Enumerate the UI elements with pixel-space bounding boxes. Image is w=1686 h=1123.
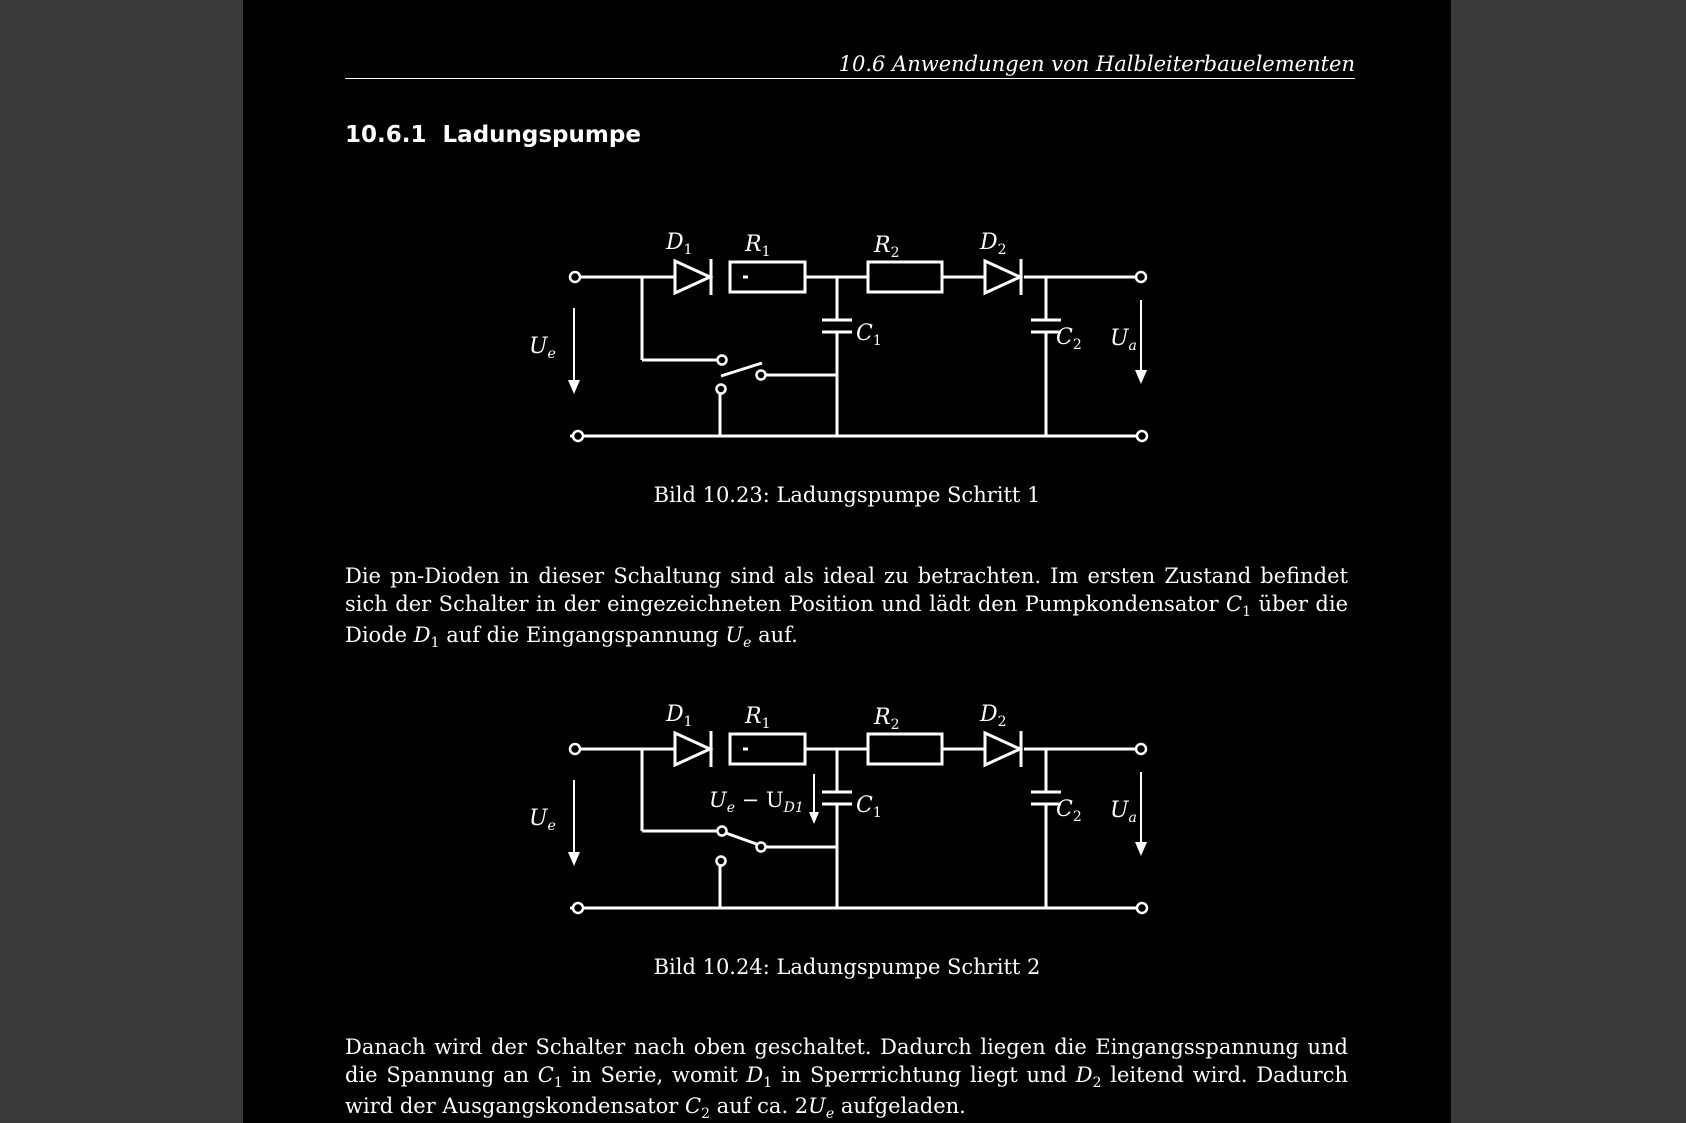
circuit-diagram-step-1 [243, 0, 1451, 470]
label-ua: $U_a$ [1110, 326, 1137, 354]
paragraph-2: Danach wird der Schalter nach oben geschaltet. Dadurch liegen die Eingangsspannung und die Spannung an $C_1$ in Serie, womit $D_1$ in Sperrrichtung liegt und $D_2$ leitend wird. Dadurch wird der Ausgangskondensator $C_2$ auf ca. $2U_e$ aufgeladen. [345, 1035, 1348, 1122]
label-c2: $C_2$ [1056, 797, 1082, 825]
label-r2: $R_2$ [874, 233, 900, 261]
diode-d2-shape [985, 261, 1020, 293]
label-c1: $C_1$ [856, 321, 882, 349]
label-capacitor-voltage: $U_e - U_{D1}$ [709, 788, 804, 816]
label-ue: $U_e$ [529, 806, 556, 834]
input-terminal-bottom [573, 431, 583, 441]
output-terminal-bottom [1137, 431, 1147, 441]
circuit-diagram-step-2 [243, 472, 1451, 942]
section-number: 10.6.1 [345, 122, 427, 148]
label-ue: $U_e$ [529, 334, 556, 362]
figure-caption-2: Bild 10.24: Ladungspumpe Schritt 2 [653, 955, 1041, 979]
diode-d1-shape [675, 261, 710, 293]
running-header: 10.6 Anwendungen von Halbleiterbauelementen [345, 52, 1355, 79]
arrow-ua [1135, 370, 1147, 384]
label-c2: $C_2$ [1056, 325, 1082, 353]
figure-caption-1: Bild 10.23: Ladungspumpe Schritt 1 [653, 483, 1041, 507]
label-ua: $U_a$ [1110, 798, 1137, 826]
label-d1: $D_1$ [666, 702, 693, 730]
label-d2: $D_2$ [980, 230, 1007, 258]
label-r1: $R_1$ [745, 704, 771, 732]
output-terminal-top [1136, 272, 1146, 282]
arrow-ue [568, 380, 580, 394]
paragraph-1: Die pn-Dioden in dieser Schaltung sind als ideal zu betrachten. Im ersten Zustand befindet sich der Schalter in der eingezeichneten Position und lädt den Pumpkondensator $C_1$ über die Diode $D_1$ auf die Eingangspannung $U_e$ auf. [345, 564, 1349, 651]
label-d1: $D_1$ [666, 230, 693, 258]
section-title: Ladungspumpe [442, 122, 641, 148]
label-c1: $C_1$ [856, 793, 882, 821]
input-terminal-top [570, 272, 580, 282]
label-r2: $R_2$ [874, 705, 900, 733]
resistor-r2-shape [868, 262, 942, 292]
label-d2: $D_2$ [980, 702, 1007, 730]
label-r1: $R_1$ [745, 232, 771, 260]
document-page [243, 0, 1451, 1123]
resistor-r1-shape [730, 262, 805, 292]
